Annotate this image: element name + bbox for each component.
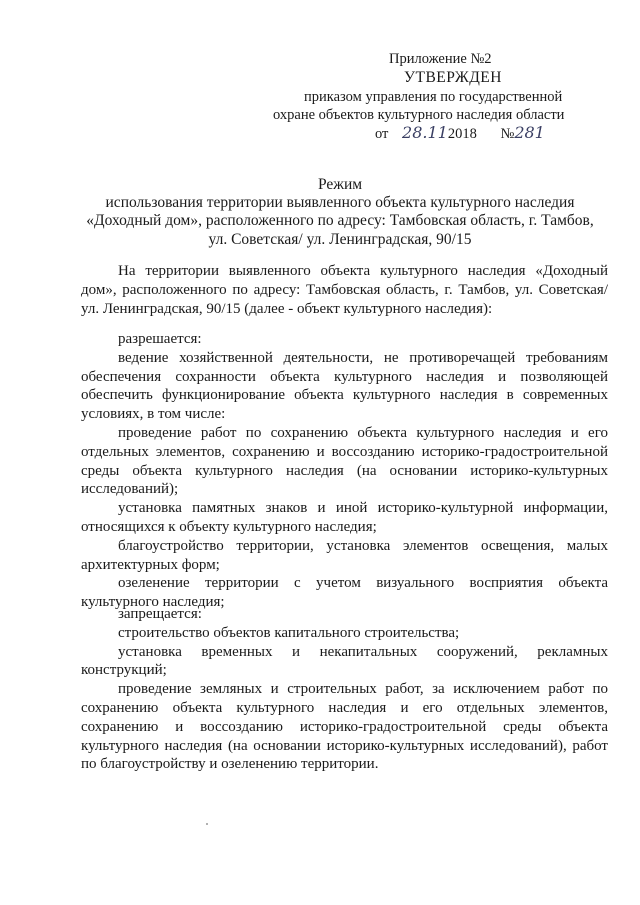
order-line-1: приказом управления по государственной — [304, 89, 563, 105]
title-line-4: ул. Советская/ ул. Ленинградская, 90/15 — [208, 231, 472, 248]
number-prefix: № — [500, 126, 515, 142]
intro-paragraph: На территории выявленного объекта культурного наследия «Доходный дом», расположенного по адресу: Тамбовская область, г. Тамбов, ул. Советская/ ул. Ленинградская, 90/15 (далее - объект культурного наследия): — [81, 263, 608, 317]
appendix-label: Приложение №2 — [389, 51, 492, 67]
title-line-2: использования территории выявленного объекта культурного наследия — [105, 194, 575, 211]
scan-speck — [206, 823, 208, 825]
title-line-3: «Доходный дом», расположенного по адресу: Тамбовская область, г. Тамбов, — [86, 212, 594, 229]
forbidden-item: строительство объектов капитального строительства; — [118, 624, 460, 641]
allowed-item: проведение работ по сохранению объекта культурного наследия и его отдельных элементов, сохранению и воссозданию историко-градостроительной среды объекта культурного наследия (на основании историко-культурных исследований); — [81, 424, 608, 498]
allowed-item: озеленение территории с учетом визуального восприятия объекта культурного наследия; — [81, 575, 608, 611]
handwritten-date: 28.11 — [402, 123, 448, 142]
forbidden-item: установка временных и некапитальных сооружений, рекламных конструкций; — [81, 643, 608, 679]
title-regime: Режим — [317, 176, 363, 193]
allowed-section — [81, 330, 608, 612]
date-year: 2018 — [447, 126, 477, 142]
forbidden-section — [81, 605, 608, 774]
allowed-item: ведение хозяйственной деятельности, не противоречащей требованиям обеспечения сохранности объекта культурного наследия и позволяющей обеспечить функционирование объекта культурного наследия в современных условиях, в том числе: — [81, 349, 608, 423]
allowed-item: установка памятных знаков и иной историко-культурной информации, относящихся к объекту культурного наследия; — [81, 500, 608, 535]
forbidden-label: запрещается: — [118, 606, 202, 622]
date-prefix: от — [375, 126, 389, 142]
approved-label: УТВЕРЖДЕН — [404, 69, 502, 86]
handwritten-number: 281 — [514, 123, 545, 142]
forbidden-item: проведение земляных и строительных работ, за исключением работ по сохранению объекта культурного наследия и его отдельных элементов, сохранению и воссозданию историко-градостроительной среды объекта культурного наследия (на основании историко-культурных исследований), работ по благоустройству и озеленению территории. — [81, 681, 608, 773]
allowed-label: разрешается: — [118, 331, 202, 347]
date-number-line — [375, 124, 545, 143]
intro-section — [81, 262, 608, 318]
allowed-item: благоустройство территории, установка элементов освещения, малых архитектурных форм; — [81, 537, 608, 573]
order-line-2: охране объектов культурного наследия области — [273, 107, 565, 123]
